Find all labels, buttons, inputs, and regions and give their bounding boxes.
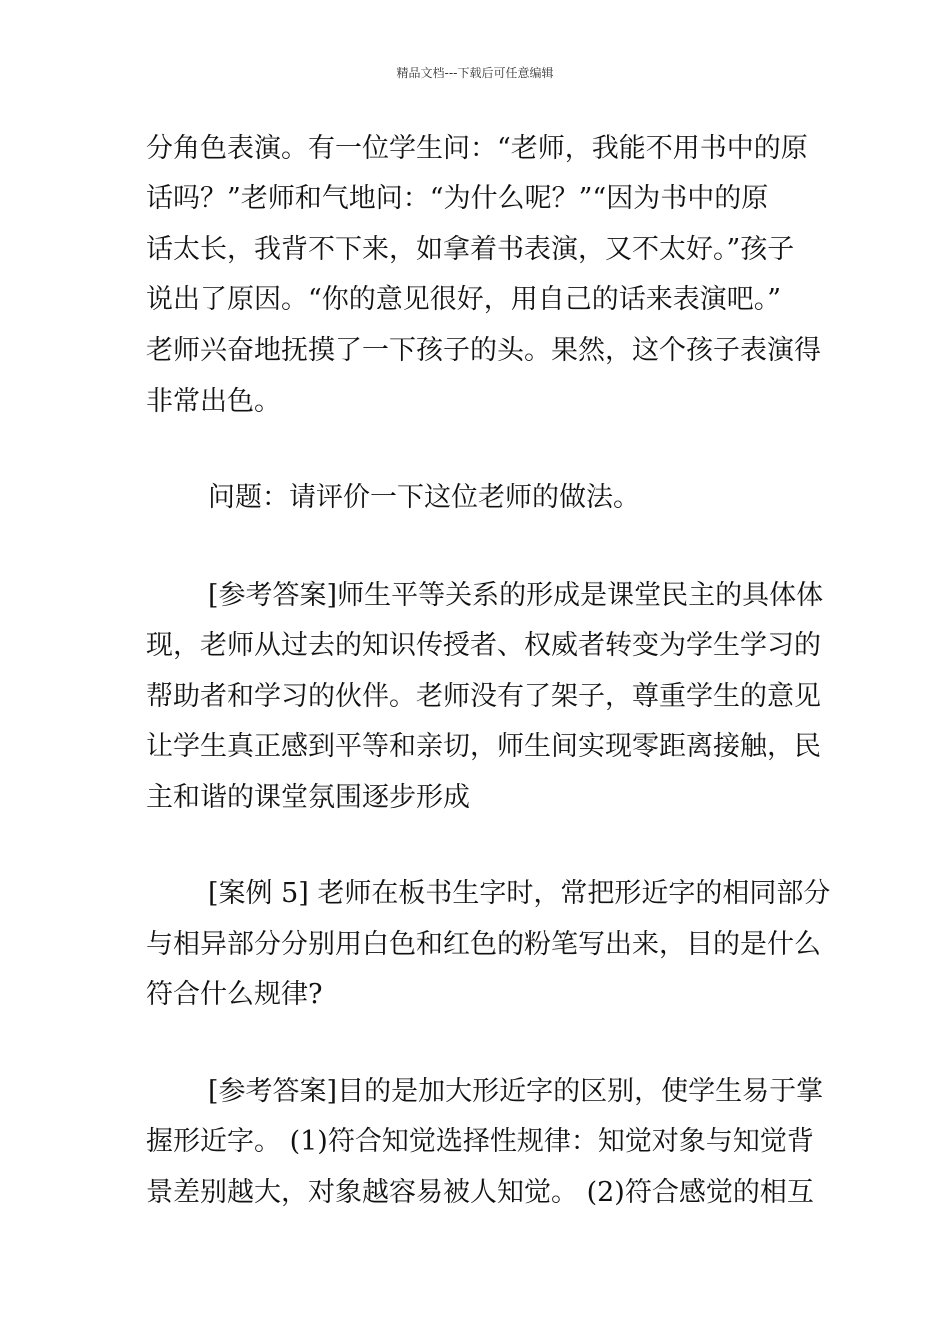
text-line: 符合什么规律? [146,979,323,1010]
text-line: 话太长，我背不下来，如拿着书表演，又不太好。”孩子 [146,234,795,265]
answer-heading-line: [参考答案]目的是加大形近字的区别，使学生易于掌 [208,1076,824,1107]
text-line: 让学生真正感到平等和亲切，师生间实现零距离接触，民 [146,731,821,762]
case-heading-line: [案例 5] 老师在板书生字时，常把形近字的相同部分 [208,878,831,909]
question-line: 问题：请评价一下这位老师的做法。 [208,482,640,513]
text-line: 说出了原因。“你的意见很好，用自己的话来表演吧。” [146,284,782,315]
text-line: 与相异部分分别用白色和红色的粉笔写出来，目的是什么 [146,929,821,960]
page-header: 精品文档---下载后可任意编辑 [396,66,554,80]
text-line: 帮助者和学习的伙伴。老师没有了架子，尊重学生的意见 [146,681,821,712]
text-line: 景差别越大，对象越容易被人知觉。 (2)符合感觉的相互 [146,1177,814,1208]
text-line: 话吗？”老师和气地问：“为什么呢？”“因为书中的原 [146,183,769,214]
text-line: 握形近字。 (1)符合知觉选择性规律：知觉对象与知觉背 [146,1126,814,1157]
text-line: 老师兴奋地抚摸了一下孩子的头。果然，这个孩子表演得 [146,335,821,366]
answer-heading-line: [参考答案]师生平等关系的形成是课堂民主的具体体 [208,580,824,611]
text-line: 非常出色。 [146,386,281,417]
text-line: 现，老师从过去的知识传授者、权威者转变为学生学习的 [146,630,821,661]
text-line: 分角色表演。有一位学生问：“老师，我能不用书中的原 [146,133,808,164]
text-line: 主和谐的课堂氛围逐步形成 [146,782,470,813]
